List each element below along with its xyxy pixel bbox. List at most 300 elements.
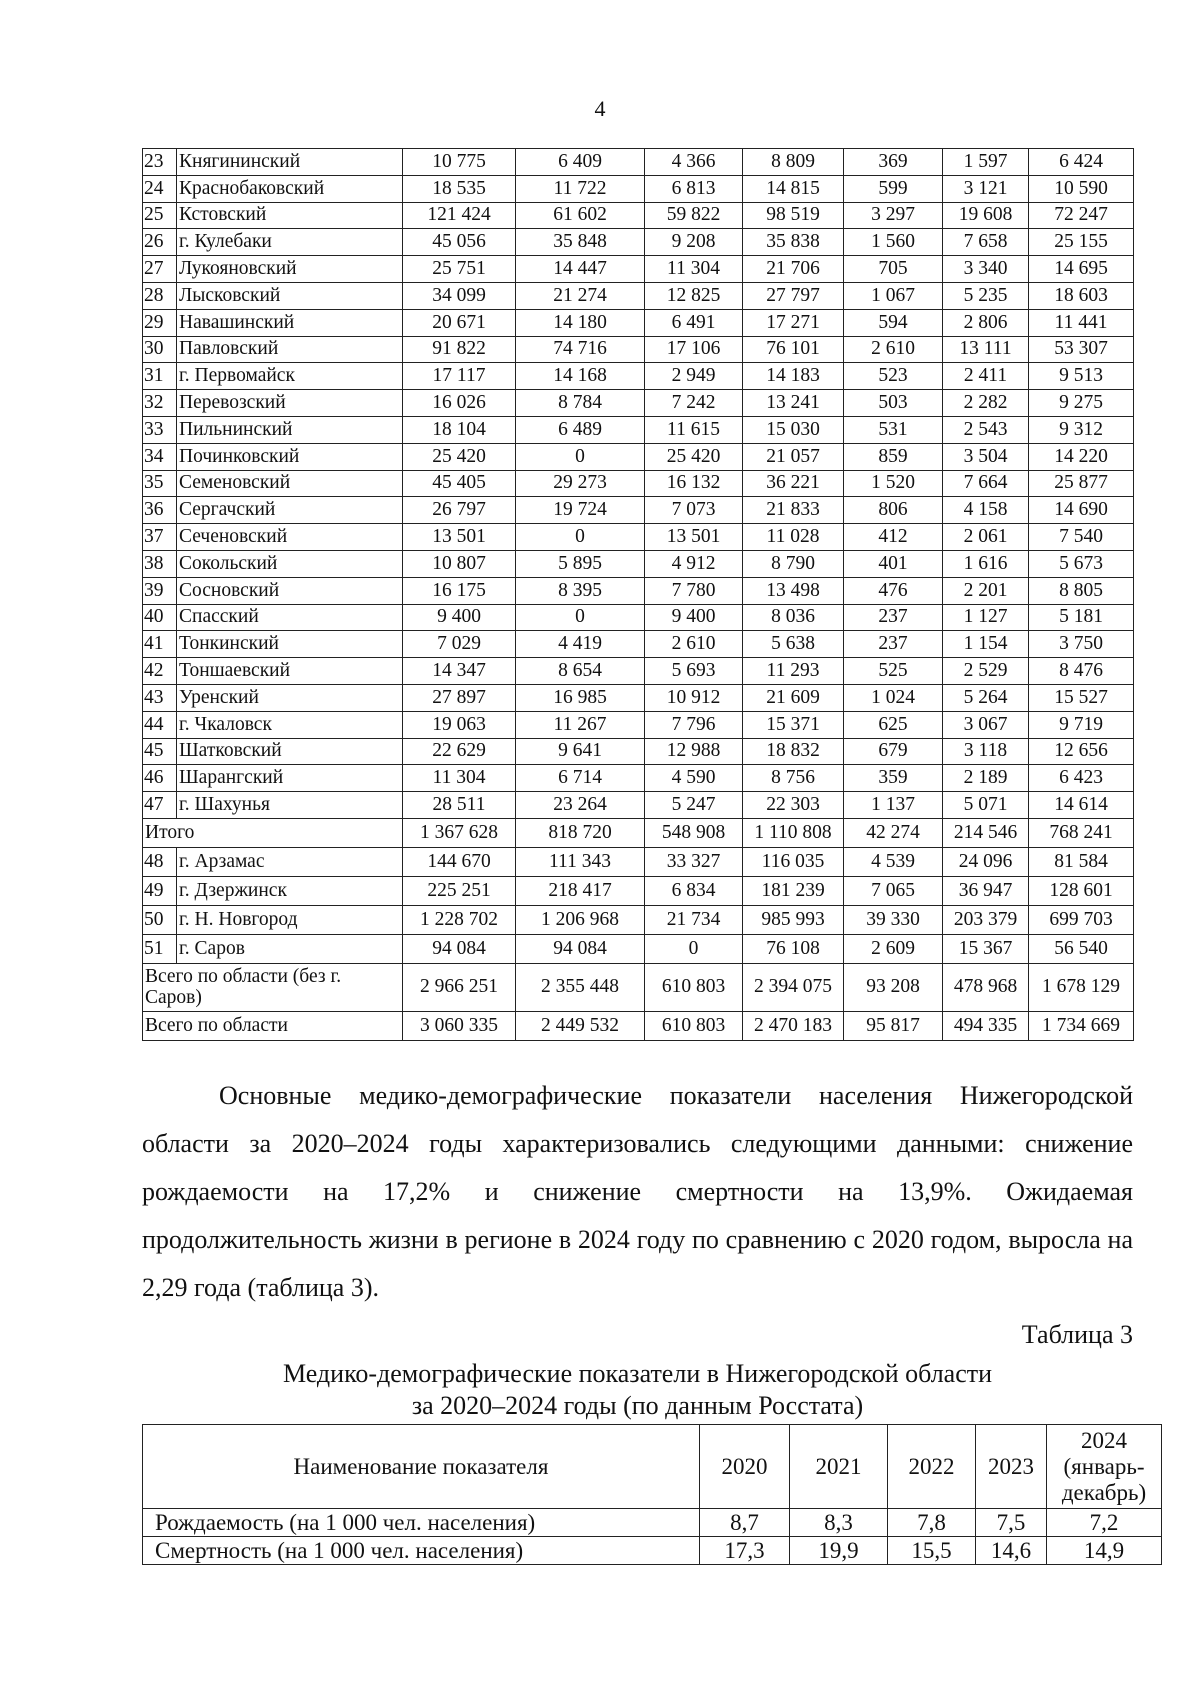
value-cell: 111 343 <box>516 847 645 876</box>
value-cell: 11 293 <box>743 658 844 685</box>
district-name: Тоншаевский <box>177 658 403 685</box>
value-cell: 14 690 <box>1029 497 1134 524</box>
table3-title-line1: Медико-демографические показатели в Нижегородской области <box>282 1359 993 1388</box>
value-cell: 4 419 <box>516 631 645 658</box>
value-cell: 45 056 <box>403 229 516 256</box>
row-number: 23 <box>143 149 177 176</box>
value-cell: 2 966 251 <box>403 963 516 1011</box>
value-cell: 4 590 <box>645 765 743 792</box>
value-cell: 705 <box>844 256 943 283</box>
value-cell: 1 597 <box>943 149 1029 176</box>
table-row <box>143 256 1134 283</box>
district-name: г. Арзамас <box>177 847 403 876</box>
indicator-value: 7,8 <box>888 1509 976 1537</box>
value-cell: 8 756 <box>743 765 844 792</box>
value-cell: 237 <box>844 631 943 658</box>
value-cell: 14 695 <box>1029 256 1134 283</box>
value-cell: 21 274 <box>516 282 645 309</box>
value-cell: 4 539 <box>844 847 943 876</box>
value-cell: 5 895 <box>516 550 645 577</box>
value-cell: 2 282 <box>943 390 1029 417</box>
summary-label: Всего по области (без г. Саров) <box>143 963 403 1011</box>
row-number: 42 <box>143 658 177 685</box>
table-row <box>143 282 1134 309</box>
value-cell: 7 796 <box>645 711 743 738</box>
table-row <box>143 497 1134 524</box>
value-cell: 5 071 <box>943 792 1029 819</box>
value-cell: 7 658 <box>943 229 1029 256</box>
value-cell: 11 441 <box>1029 309 1134 336</box>
value-cell: 7 242 <box>645 390 743 417</box>
value-cell: 18 832 <box>743 738 844 765</box>
table3-label: Таблица 3 <box>1021 1320 1133 1349</box>
value-cell: 59 822 <box>645 202 743 229</box>
value-cell: 225 251 <box>403 876 516 905</box>
table-row <box>143 175 1134 202</box>
row-number: 40 <box>143 604 177 631</box>
district-name: Краснобаковский <box>177 175 403 202</box>
table-row <box>143 524 1134 551</box>
row-number: 24 <box>143 175 177 202</box>
value-cell: 7 029 <box>403 631 516 658</box>
value-cell: 14 447 <box>516 256 645 283</box>
table-row <box>143 416 1134 443</box>
table-row <box>143 934 1134 963</box>
table-row <box>143 363 1134 390</box>
value-cell: 1 228 702 <box>403 905 516 934</box>
value-cell: 10 807 <box>403 550 516 577</box>
value-cell: 11 267 <box>516 711 645 738</box>
value-cell: 6 813 <box>645 175 743 202</box>
value-cell: 2 949 <box>645 363 743 390</box>
value-cell: 7 664 <box>943 470 1029 497</box>
value-cell: 2 061 <box>943 524 1029 551</box>
value-cell: 16 985 <box>516 684 645 711</box>
district-name: Сергачский <box>177 497 403 524</box>
value-cell: 6 834 <box>645 876 743 905</box>
indicator-name: Смертность (на 1 000 чел. населения) <box>143 1537 700 1565</box>
value-cell: 4 158 <box>943 497 1029 524</box>
value-cell: 0 <box>516 604 645 631</box>
district-name: г. Первомайск <box>177 363 403 390</box>
value-cell: 859 <box>844 443 943 470</box>
region-without-sarov-row <box>143 963 1134 1011</box>
value-cell: 17 271 <box>743 309 844 336</box>
value-cell: 8 476 <box>1029 658 1134 685</box>
indicator-value: 17,3 <box>700 1537 790 1565</box>
value-cell: 21 706 <box>743 256 844 283</box>
value-cell: 15 371 <box>743 711 844 738</box>
value-cell: 11 304 <box>645 256 743 283</box>
value-cell: 19 608 <box>943 202 1029 229</box>
value-cell: 2 394 075 <box>743 963 844 1011</box>
value-cell: 33 327 <box>645 847 743 876</box>
value-cell: 81 584 <box>1029 847 1134 876</box>
table3-title-line2: за 2020–2024 годы (по данным Росстата) <box>411 1391 864 1420</box>
value-cell: 8 784 <box>516 390 645 417</box>
value-cell: 531 <box>844 416 943 443</box>
header-year-2024-line2: (январь- <box>1063 1453 1145 1479</box>
value-cell: 144 670 <box>403 847 516 876</box>
header-year-2024-line1: 2024 <box>1081 1427 1127 1453</box>
value-cell: 36 221 <box>743 470 844 497</box>
district-name: Тонкинский <box>177 631 403 658</box>
value-cell: 18 535 <box>403 175 516 202</box>
value-cell: 806 <box>844 497 943 524</box>
value-cell: 98 519 <box>743 202 844 229</box>
value-cell: 218 417 <box>516 876 645 905</box>
district-name: Починковский <box>177 443 403 470</box>
value-cell: 22 629 <box>403 738 516 765</box>
value-cell: 0 <box>516 443 645 470</box>
value-cell: 2 411 <box>943 363 1029 390</box>
value-cell: 20 671 <box>403 309 516 336</box>
value-cell: 2 806 <box>943 309 1029 336</box>
value-cell: 24 096 <box>943 847 1029 876</box>
value-cell: 76 101 <box>743 336 844 363</box>
table-row <box>143 604 1134 631</box>
district-name: Спасский <box>177 604 403 631</box>
value-cell: 8 805 <box>1029 577 1134 604</box>
value-cell: 94 084 <box>516 934 645 963</box>
value-cell: 76 108 <box>743 934 844 963</box>
value-cell: 116 035 <box>743 847 844 876</box>
value-cell: 72 247 <box>1029 202 1134 229</box>
value-cell: 35 848 <box>516 229 645 256</box>
value-cell: 5 235 <box>943 282 1029 309</box>
district-name: Сокольский <box>177 550 403 577</box>
value-cell: 25 877 <box>1029 470 1134 497</box>
value-cell: 5 693 <box>645 658 743 685</box>
value-cell: 45 405 <box>403 470 516 497</box>
indicator-value: 7,5 <box>976 1509 1047 1537</box>
value-cell: 9 208 <box>645 229 743 256</box>
value-cell: 26 797 <box>403 497 516 524</box>
district-name: г. Н. Новгород <box>177 905 403 934</box>
value-cell: 9 400 <box>403 604 516 631</box>
table-row <box>143 658 1134 685</box>
table-row <box>143 550 1134 577</box>
value-cell: 121 424 <box>403 202 516 229</box>
table-row <box>143 738 1134 765</box>
row-number: 29 <box>143 309 177 336</box>
value-cell: 3 121 <box>943 175 1029 202</box>
value-cell: 503 <box>844 390 943 417</box>
value-cell: 42 274 <box>844 818 943 847</box>
value-cell: 3 750 <box>1029 631 1134 658</box>
value-cell: 599 <box>844 175 943 202</box>
row-number: 25 <box>143 202 177 229</box>
value-cell: 36 947 <box>943 876 1029 905</box>
value-cell: 53 307 <box>1029 336 1134 363</box>
table3-header-row <box>143 1425 1162 1509</box>
value-cell: 237 <box>844 604 943 631</box>
value-cell: 523 <box>844 363 943 390</box>
value-cell: 25 420 <box>645 443 743 470</box>
row-number: 36 <box>143 497 177 524</box>
district-name: Шатковский <box>177 738 403 765</box>
value-cell: 5 247 <box>645 792 743 819</box>
value-cell: 1 367 628 <box>403 818 516 847</box>
table-row <box>143 390 1134 417</box>
table-row <box>143 792 1134 819</box>
value-cell: 9 513 <box>1029 363 1134 390</box>
value-cell: 0 <box>516 524 645 551</box>
value-cell: 6 423 <box>1029 765 1134 792</box>
district-name: Сеченовский <box>177 524 403 551</box>
value-cell: 476 <box>844 577 943 604</box>
value-cell: 679 <box>844 738 943 765</box>
header-year-2020: 2020 <box>700 1425 790 1509</box>
value-cell: 25 155 <box>1029 229 1134 256</box>
value-cell: 818 720 <box>516 818 645 847</box>
value-cell: 13 241 <box>743 390 844 417</box>
value-cell: 7 780 <box>645 577 743 604</box>
value-cell: 7 073 <box>645 497 743 524</box>
header-year-2024-line3: декабрь) <box>1061 1479 1147 1505</box>
value-cell: 6 714 <box>516 765 645 792</box>
indicator-value: 15,5 <box>888 1537 976 1565</box>
value-cell: 214 546 <box>943 818 1029 847</box>
population-table <box>142 148 1134 1041</box>
value-cell: 27 897 <box>403 684 516 711</box>
row-number: 46 <box>143 765 177 792</box>
value-cell: 25 420 <box>403 443 516 470</box>
value-cell: 203 379 <box>943 905 1029 934</box>
value-cell: 6 489 <box>516 416 645 443</box>
row-number: 33 <box>143 416 177 443</box>
value-cell: 6 409 <box>516 149 645 176</box>
region-total-row <box>143 1011 1134 1040</box>
row-number: 27 <box>143 256 177 283</box>
indicator-value: 8,3 <box>790 1509 888 1537</box>
value-cell: 6 424 <box>1029 149 1134 176</box>
value-cell: 25 751 <box>403 256 516 283</box>
value-cell: 11 722 <box>516 175 645 202</box>
district-name: Перевозский <box>177 390 403 417</box>
value-cell: 610 803 <box>645 963 743 1011</box>
table3-row <box>143 1509 1162 1537</box>
value-cell: 14 180 <box>516 309 645 336</box>
district-name: г. Саров <box>177 934 403 963</box>
value-cell: 11 028 <box>743 524 844 551</box>
header-indicator-name: Наименование показателя <box>143 1425 700 1509</box>
value-cell: 19 063 <box>403 711 516 738</box>
table-row <box>143 577 1134 604</box>
value-cell: 13 501 <box>645 524 743 551</box>
value-cell: 2 609 <box>844 934 943 963</box>
district-name: Сосновский <box>177 577 403 604</box>
district-name: Кстовский <box>177 202 403 229</box>
table-row <box>143 202 1134 229</box>
value-cell: 8 395 <box>516 577 645 604</box>
value-cell: 412 <box>844 524 943 551</box>
district-name: Лысковский <box>177 282 403 309</box>
district-name: г. Кулебаки <box>177 229 403 256</box>
row-number: 51 <box>143 934 177 963</box>
value-cell: 91 822 <box>403 336 516 363</box>
value-cell: 18 603 <box>1029 282 1134 309</box>
value-cell: 9 275 <box>1029 390 1134 417</box>
value-cell: 39 330 <box>844 905 943 934</box>
header-year-2021: 2021 <box>790 1425 888 1509</box>
value-cell: 1 110 808 <box>743 818 844 847</box>
district-name: Павловский <box>177 336 403 363</box>
value-cell: 2 470 183 <box>743 1011 844 1040</box>
value-cell: 15 367 <box>943 934 1029 963</box>
value-cell: 1 206 968 <box>516 905 645 934</box>
indicator-value: 14,6 <box>976 1537 1047 1565</box>
value-cell: 27 797 <box>743 282 844 309</box>
row-number: 49 <box>143 876 177 905</box>
value-cell: 22 303 <box>743 792 844 819</box>
row-number: 35 <box>143 470 177 497</box>
value-cell: 5 673 <box>1029 550 1134 577</box>
value-cell: 1 067 <box>844 282 943 309</box>
value-cell: 13 501 <box>403 524 516 551</box>
value-cell: 3 067 <box>943 711 1029 738</box>
value-cell: 1 560 <box>844 229 943 256</box>
district-name: Пильнинский <box>177 416 403 443</box>
indicator-value: 7,2 <box>1047 1509 1162 1537</box>
row-number: 43 <box>143 684 177 711</box>
table-row <box>143 905 1134 934</box>
summary-label: Итого <box>143 818 403 847</box>
value-cell: 9 312 <box>1029 416 1134 443</box>
value-cell: 10 775 <box>403 149 516 176</box>
row-number: 30 <box>143 336 177 363</box>
row-number: 45 <box>143 738 177 765</box>
value-cell: 35 838 <box>743 229 844 256</box>
value-cell: 94 084 <box>403 934 516 963</box>
value-cell: 3 060 335 <box>403 1011 516 1040</box>
table-row <box>143 847 1134 876</box>
value-cell: 2 529 <box>943 658 1029 685</box>
value-cell: 625 <box>844 711 943 738</box>
value-cell: 12 988 <box>645 738 743 765</box>
table-row <box>143 684 1134 711</box>
value-cell: 1 127 <box>943 604 1029 631</box>
value-cell: 93 208 <box>844 963 943 1011</box>
table-row <box>143 336 1134 363</box>
value-cell: 2 610 <box>844 336 943 363</box>
value-cell: 8 036 <box>743 604 844 631</box>
value-cell: 128 601 <box>1029 876 1134 905</box>
value-cell: 1 520 <box>844 470 943 497</box>
district-name: Уренский <box>177 684 403 711</box>
value-cell: 18 104 <box>403 416 516 443</box>
value-cell: 10 590 <box>1029 175 1134 202</box>
district-name: г. Шахунья <box>177 792 403 819</box>
value-cell: 16 175 <box>403 577 516 604</box>
value-cell: 11 615 <box>645 416 743 443</box>
value-cell: 9 400 <box>645 604 743 631</box>
table-row <box>143 876 1134 905</box>
total-row <box>143 818 1134 847</box>
value-cell: 3 297 <box>844 202 943 229</box>
row-number: 41 <box>143 631 177 658</box>
value-cell: 29 273 <box>516 470 645 497</box>
value-cell: 14 168 <box>516 363 645 390</box>
value-cell: 19 724 <box>516 497 645 524</box>
value-cell: 548 908 <box>645 818 743 847</box>
row-number: 47 <box>143 792 177 819</box>
indicator-name: Рождаемость (на 1 000 чел. населения) <box>143 1509 700 1537</box>
row-number: 39 <box>143 577 177 604</box>
value-cell: 28 511 <box>403 792 516 819</box>
value-cell: 9 641 <box>516 738 645 765</box>
value-cell: 14 220 <box>1029 443 1134 470</box>
header-year-2022: 2022 <box>888 1425 976 1509</box>
value-cell: 14 815 <box>743 175 844 202</box>
table-row <box>143 631 1134 658</box>
row-number: 48 <box>143 847 177 876</box>
value-cell: 1 734 669 <box>1029 1011 1134 1040</box>
value-cell: 5 638 <box>743 631 844 658</box>
value-cell: 16 132 <box>645 470 743 497</box>
value-cell: 3 118 <box>943 738 1029 765</box>
value-cell: 21 057 <box>743 443 844 470</box>
header-year-2023: 2023 <box>976 1425 1047 1509</box>
value-cell: 74 716 <box>516 336 645 363</box>
value-cell: 8 654 <box>516 658 645 685</box>
district-name: Навашинский <box>177 309 403 336</box>
district-name: Семеновский <box>177 470 403 497</box>
value-cell: 17 106 <box>645 336 743 363</box>
value-cell: 15 030 <box>743 416 844 443</box>
value-cell: 699 703 <box>1029 905 1134 934</box>
row-number: 26 <box>143 229 177 256</box>
row-number: 32 <box>143 390 177 417</box>
value-cell: 401 <box>844 550 943 577</box>
value-cell: 1 137 <box>844 792 943 819</box>
table-row <box>143 309 1134 336</box>
value-cell: 2 201 <box>943 577 1029 604</box>
table3-row <box>143 1537 1162 1565</box>
value-cell: 6 491 <box>645 309 743 336</box>
table-row <box>143 711 1134 738</box>
value-cell: 17 117 <box>403 363 516 390</box>
row-number: 28 <box>143 282 177 309</box>
page-number: 4 <box>594 96 606 121</box>
value-cell: 34 099 <box>403 282 516 309</box>
value-cell: 16 026 <box>403 390 516 417</box>
value-cell: 12 656 <box>1029 738 1134 765</box>
value-cell: 61 602 <box>516 202 645 229</box>
value-cell: 21 833 <box>743 497 844 524</box>
district-name: Лукояновский <box>177 256 403 283</box>
value-cell: 1 024 <box>844 684 943 711</box>
value-cell: 9 719 <box>1029 711 1134 738</box>
value-cell: 14 347 <box>403 658 516 685</box>
table3-title <box>142 1358 1133 1422</box>
value-cell: 594 <box>844 309 943 336</box>
table-row <box>143 765 1134 792</box>
row-number: 31 <box>143 363 177 390</box>
district-name: г. Дзержинск <box>177 876 403 905</box>
value-cell: 14 614 <box>1029 792 1134 819</box>
header-year-2024 <box>1047 1425 1162 1509</box>
value-cell: 359 <box>844 765 943 792</box>
value-cell: 2 189 <box>943 765 1029 792</box>
table-row <box>143 470 1134 497</box>
value-cell: 5 264 <box>943 684 1029 711</box>
value-cell: 525 <box>844 658 943 685</box>
value-cell: 1 678 129 <box>1029 963 1134 1011</box>
row-number: 34 <box>143 443 177 470</box>
value-cell: 369 <box>844 149 943 176</box>
value-cell: 0 <box>645 934 743 963</box>
